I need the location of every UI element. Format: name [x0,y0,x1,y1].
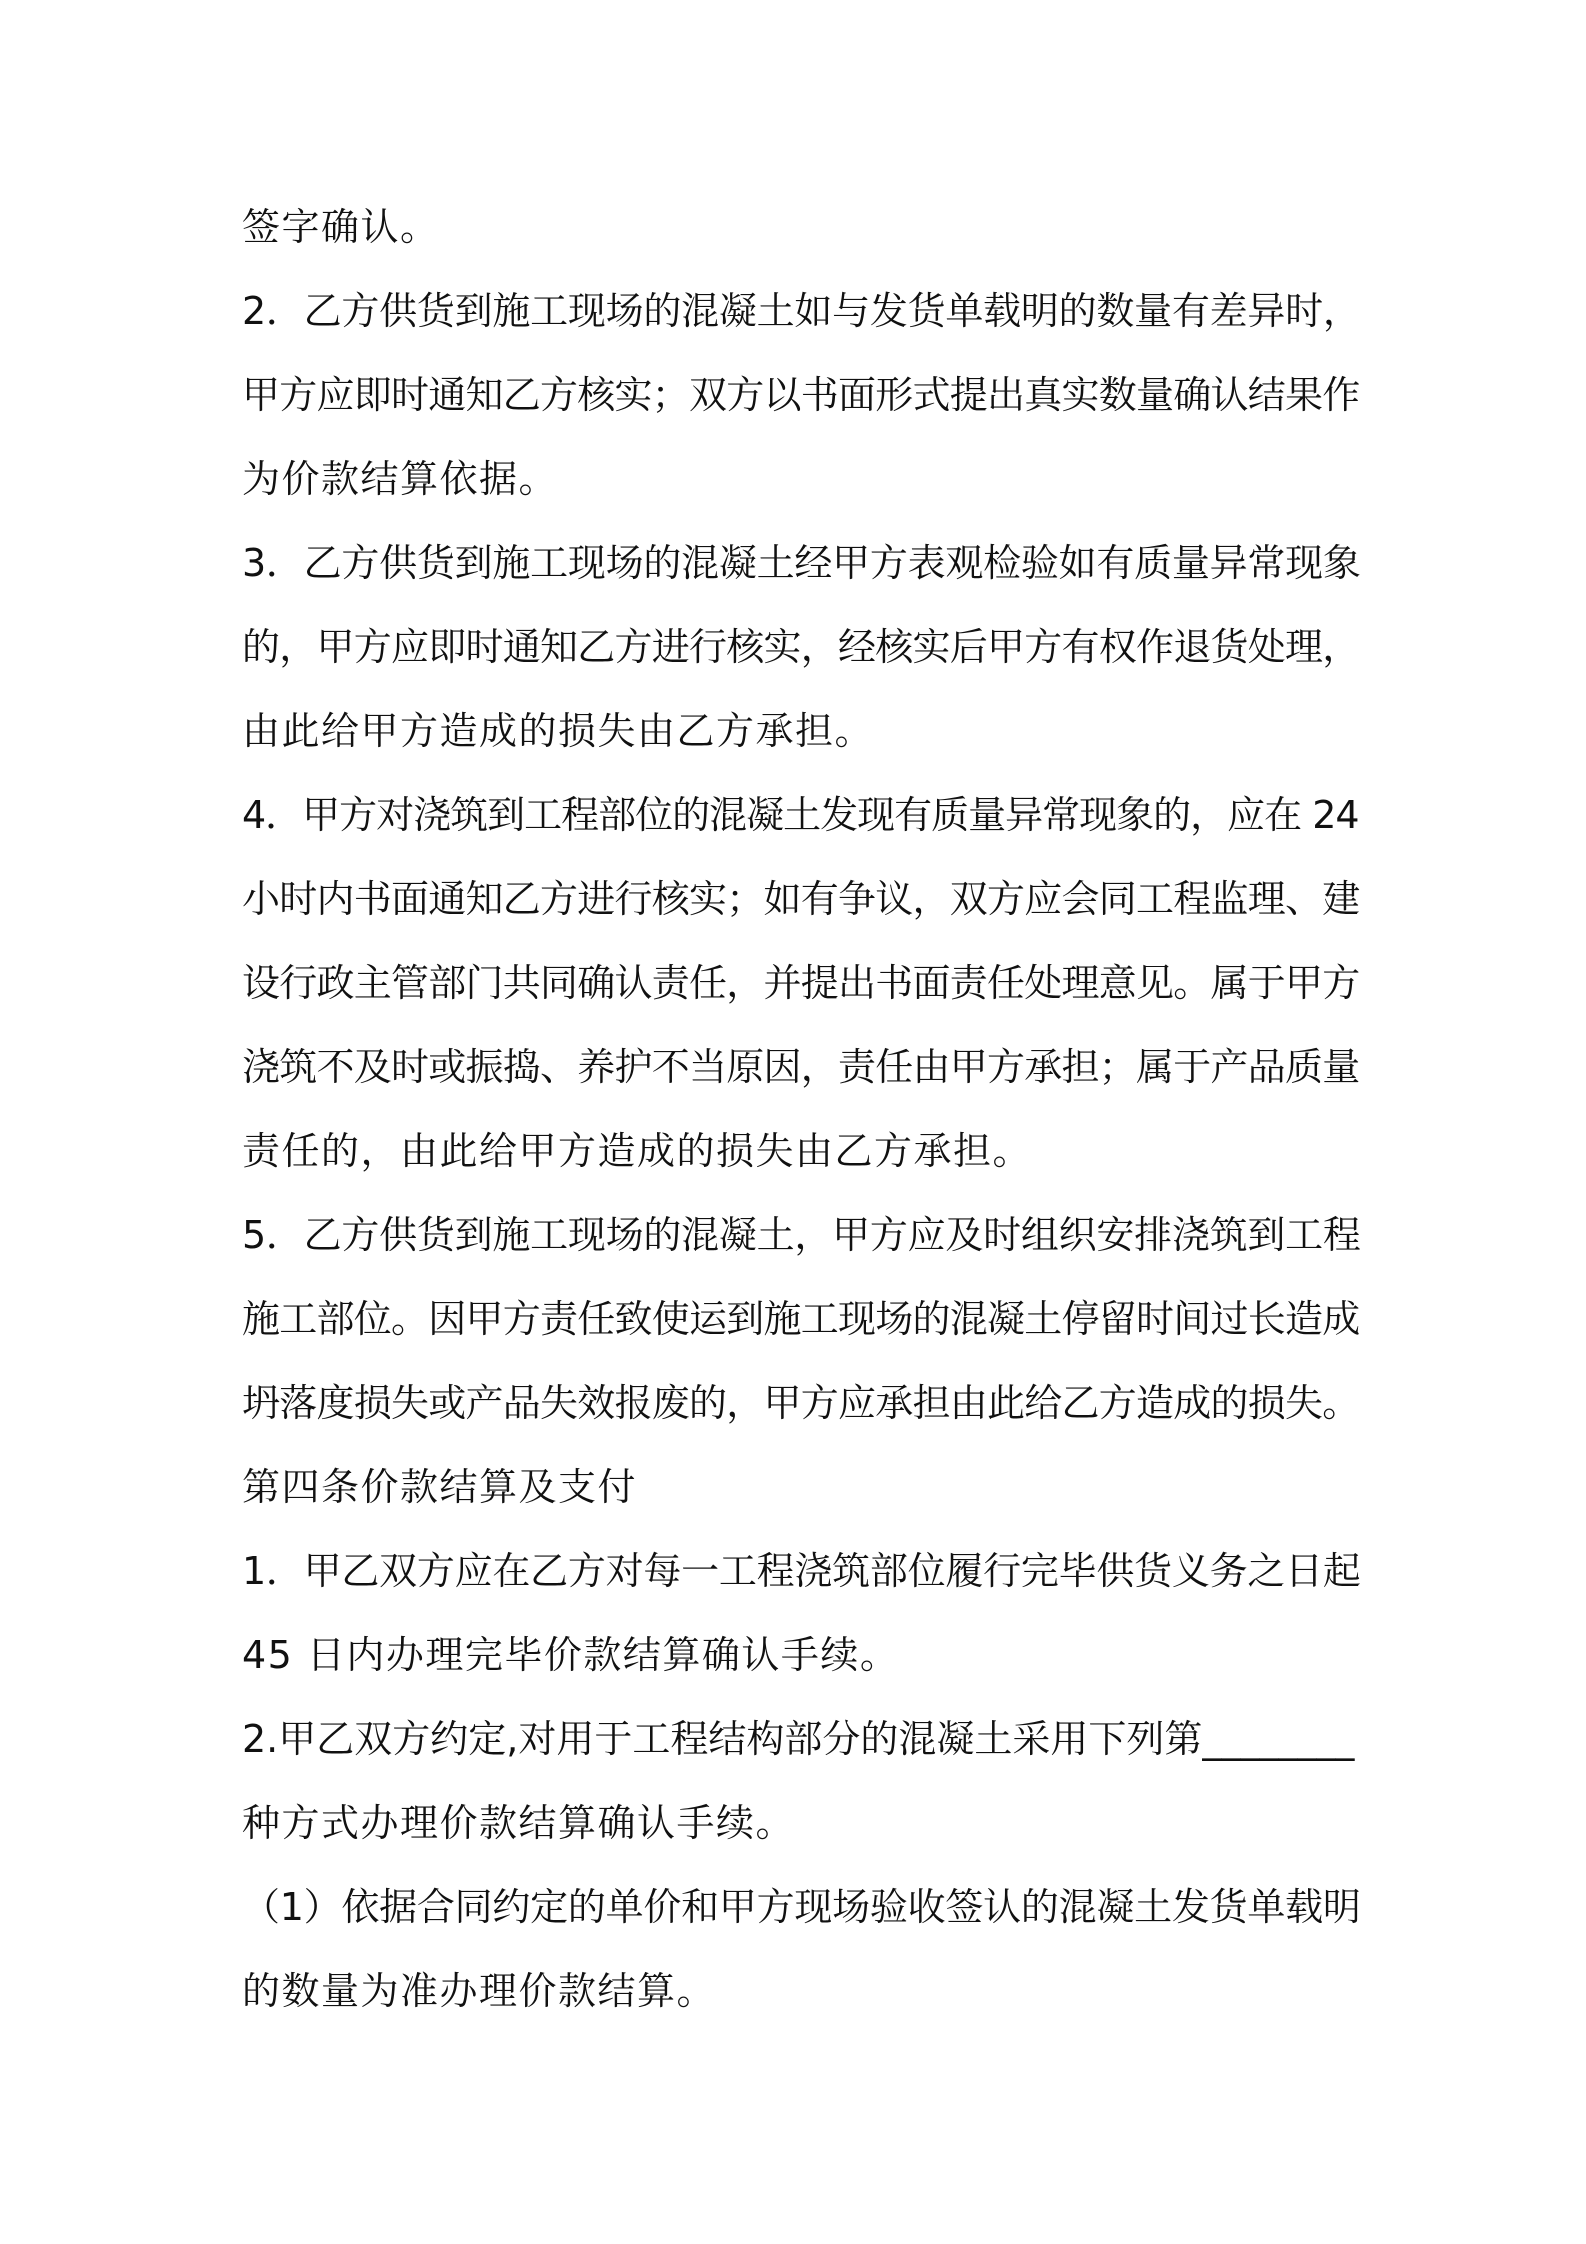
text-line: 45 日内办理完毕价款结算确认手续。 [242,1633,900,1677]
section-heading: 第四条价款结算及支付 [242,1465,638,1509]
text-line: 甲方应即时通知乙方核实；双方以书面形式提出真实数量确认结果作 [242,373,1360,417]
text-line: 责任的，由此给甲方造成的损失由乙方承担。 [242,1129,1033,1173]
text-line: 签字确认。 [242,205,440,249]
text-line: （1）依据合同约定的单价和甲方现场验收签认的混凝土发货单载明 [242,1885,1361,1929]
text-line: 施工部位。因甲方责任致使运到施工现场的混凝土停留时间过长造成 [242,1297,1360,1341]
text-line: 5．乙方供货到施工现场的混凝土，甲方应及时组织安排浇筑到工程 [242,1213,1361,1257]
text-line: 3．乙方供货到施工现场的混凝土经甲方表观检验如有质量异常现象 [242,541,1361,585]
text-line: 2.甲乙双方约定,对用于工程结构部分的混凝土采用下列第________ [242,1717,1355,1761]
text-line: 小时内书面通知乙方进行核实；如有争议，双方应会同工程监理、建 [242,877,1360,921]
text-line: 由此给甲方造成的损失由乙方承担。 [242,709,875,753]
text-line: 设行政主管部门共同确认责任，并提出书面责任处理意见。属于甲方 [242,961,1360,1005]
text-line: 的数量为准办理价款结算。 [242,1969,717,2013]
text-line: 1．甲乙双方应在乙方对每一工程浇筑部位履行完毕供货义务之日起 [242,1549,1361,1593]
text-line: 的，甲方应即时通知乙方进行核实，经核实后甲方有权作退货处理， [242,625,1360,669]
text-line: 种方式办理价款结算确认手续。 [242,1801,796,1845]
text-line: 坍落度损失或产品失效报废的，甲方应承担由此给乙方造成的损失。 [242,1381,1360,1425]
text-line: 4．甲方对浇筑到工程部位的混凝土发现有质量异常现象的，应在 24 [242,793,1359,837]
text-line: 浇筑不及时或振捣、养护不当原因，责任由甲方承担；属于产品质量 [242,1045,1360,1089]
text-line: 为价款结算依据。 [242,457,559,501]
text-line: 2．乙方供货到施工现场的混凝土如与发货单载明的数量有差异时， [242,289,1361,333]
